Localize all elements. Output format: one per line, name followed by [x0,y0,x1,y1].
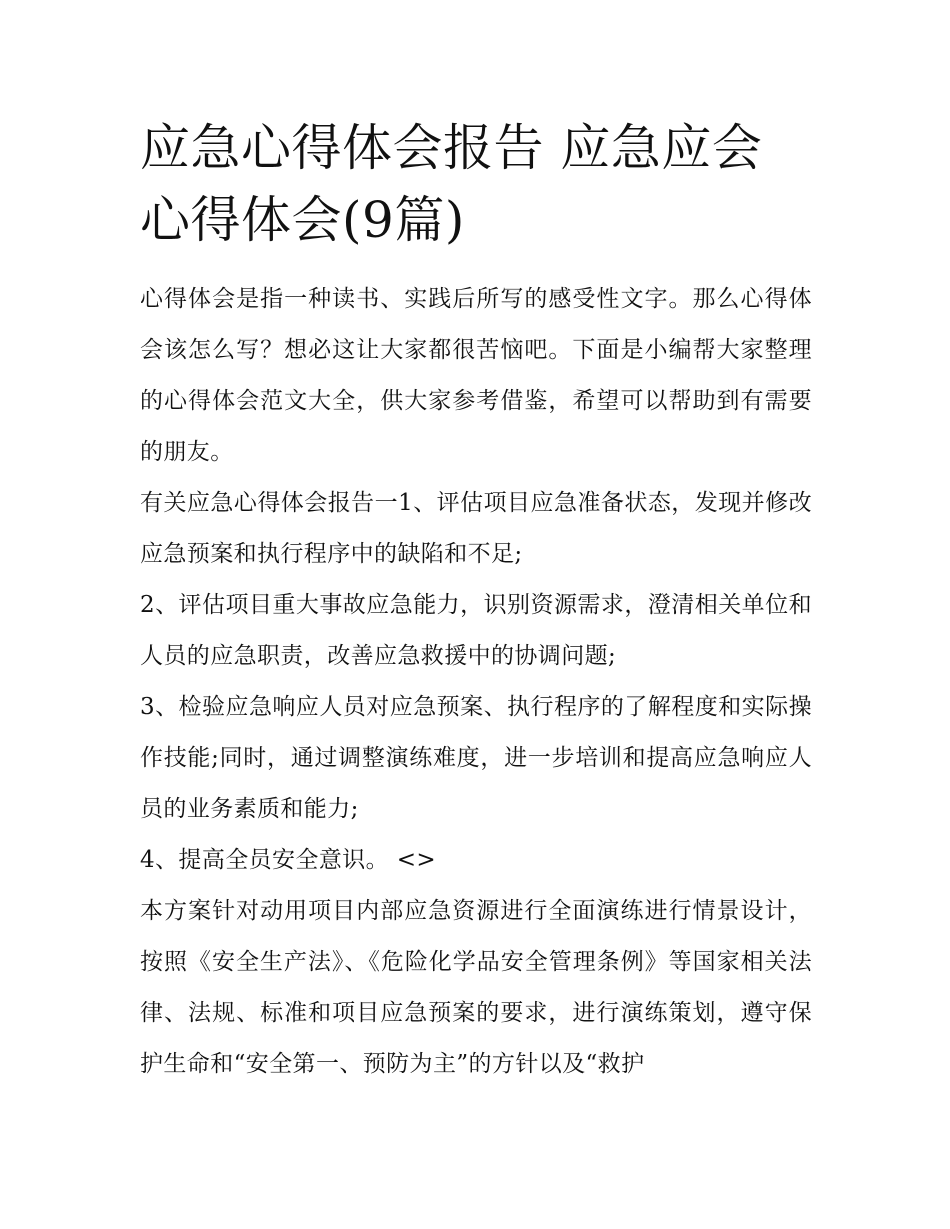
paragraph-item-2: 2、评估项目重大事故应急能力，识别资源需求，澄清相关单位和人员的应急职责，改善应急救援中的协调问题; [140,592,812,669]
paragraph-item-3: 3、检验应急响应人员对应急预案、执行程序的了解程度和实际操作技能;同时，通过调整演练难度，进一步培训和提高应急响应人员的业务素质和能力; [140,694,812,822]
paragraph-item-1: 有关应急心得体会报告一1、评估项目应急准备状态，发现并修改应急预案和执行程序中的缺陷和不足; [140,490,812,567]
paragraph-plan: 本方案针对动用项目内部应急资源进行全面演练进行情景设计，按照《安全生产法》、《危险化学品安全管理条例》等国家相关法律、法规、标准和项目应急预案的要求，进行演练策划，遵守保护生命和“安全第一、预防为主”的方针以及“救护 [140,898,812,1077]
paragraph-item-4: 4、提高全员安全意识。 <> [140,847,437,873]
paragraph-intro: 心得体会是指一种读书、实践后所写的感受性文字。那么心得体会该怎么写？想必这让大家都很苦恼吧。下面是小编帮大家整理的心得体会范文大全，供大家参考借鉴，希望可以帮助到有需要的朋友。 [140,286,812,465]
document-page [140,112,812,1090]
document-title: 应急心得体会报告 应急应会心得体会(9篇) [140,119,763,249]
